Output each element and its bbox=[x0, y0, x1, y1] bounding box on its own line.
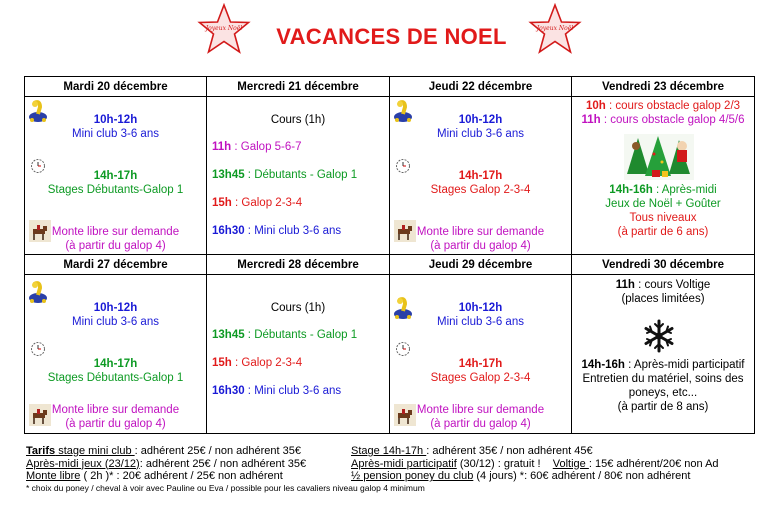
week2-row bbox=[25, 275, 755, 434]
session-desc: (à partir de 8 ans) bbox=[617, 401, 709, 413]
session-desc: (à partir du galop 4) bbox=[430, 240, 531, 252]
session-line: 11h : Galop 5-6-7 bbox=[212, 141, 302, 153]
session-line: 15h : Galop 2-3-4 bbox=[212, 197, 303, 209]
day-header: Mardi 20 décembre bbox=[25, 77, 207, 97]
day-cell bbox=[390, 275, 572, 434]
session-desc: Monte libre sur demande bbox=[51, 226, 180, 238]
session-desc: Tous niveaux bbox=[629, 212, 697, 224]
pricing-item: ½ pension poney du club (4 jours) *: 60€ adhérent / 80€ non adhérent bbox=[351, 470, 691, 483]
pricing-footer bbox=[26, 445, 783, 494]
session-desc: Entretien du matériel, soins des bbox=[582, 373, 744, 385]
day-cell bbox=[207, 97, 390, 255]
session-desc: Mini club 3-6 ans bbox=[437, 128, 524, 140]
day-header: Mardi 27 décembre bbox=[25, 255, 207, 275]
session-desc: Stages Galop 2-3-4 bbox=[430, 184, 531, 196]
pricing-row: Tarifs stage mini club : adhérent 25€ / non adhérent 35€ Stage 14h-17h : adhérent 35€ / non adhérent 45€ bbox=[26, 445, 593, 457]
session-time: 14h-17h bbox=[458, 358, 503, 370]
session-time: 14h-17h bbox=[93, 358, 138, 370]
session-line: 11h : cours Voltige bbox=[615, 279, 711, 291]
day-header: Mercredi 21 décembre bbox=[207, 77, 390, 97]
session-line: 16h30 : Mini club 3-6 ans bbox=[212, 225, 342, 237]
session-desc: poneys, etc... bbox=[628, 387, 698, 399]
star-text: Joyeux Noël bbox=[205, 25, 243, 32]
pricing-row: Après-midi jeux (23/12): adhérent 25€ / non adhérent 35€ Après-midi participatif (30/12) : gratuit ! Voltige : 15€ adhérent/20€ non Ad bbox=[26, 457, 719, 470]
session-desc: (places limitées) bbox=[621, 293, 705, 305]
snowflake-icon bbox=[642, 319, 676, 353]
session-line: 16h30 : Mini club 3-6 ans bbox=[212, 385, 342, 397]
session-line: 13h45 : Débutants - Galop 1 bbox=[212, 169, 358, 181]
cell-intro: Cours (1h) bbox=[270, 302, 326, 314]
session-desc: Mini club 3-6 ans bbox=[72, 316, 159, 328]
session-line: 10h : cours obstacle galop 2/3 bbox=[585, 100, 741, 112]
week2-header-row bbox=[25, 255, 755, 275]
session-desc: Monte libre sur demande bbox=[416, 226, 545, 238]
session-desc: (à partir du galop 4) bbox=[65, 418, 166, 430]
star-text: Joyeux Noël bbox=[536, 25, 574, 32]
session-time: 14h-17h bbox=[458, 170, 503, 182]
session-desc: Stages Débutants-Galop 1 bbox=[47, 184, 184, 196]
pricing-item: Stage 14h-17h : adhérent 35€ / non adhérent 45€ bbox=[351, 445, 593, 457]
day-header: Mercredi 28 décembre bbox=[207, 255, 390, 275]
session-line: 14h-16h : Après-midi participatif bbox=[581, 359, 745, 371]
day-cell bbox=[25, 275, 207, 434]
page-title: VACANCES DE NOEL bbox=[276, 24, 507, 49]
day-cell bbox=[572, 275, 755, 434]
session-line: 14h-16h : Après-midi bbox=[609, 184, 717, 196]
session-line: 13h45 : Débutants - Galop 1 bbox=[212, 329, 358, 341]
clock-icon bbox=[30, 341, 46, 357]
session-desc: Jeux de Noël + Goûter bbox=[605, 198, 721, 210]
session-time: 14h-17h bbox=[93, 170, 138, 182]
session-desc: Monte libre sur demande bbox=[51, 404, 180, 416]
christmas-trees-icon bbox=[624, 134, 694, 180]
session-desc: (à partir du galop 4) bbox=[430, 418, 531, 430]
session-time: 10h-12h bbox=[458, 302, 503, 314]
session-desc: (à partir de 6 ans) bbox=[617, 226, 709, 238]
session-desc: Stages Débutants-Galop 1 bbox=[47, 372, 184, 384]
star-icon bbox=[528, 3, 582, 57]
page-header bbox=[0, 0, 783, 74]
session-time: 10h-12h bbox=[93, 114, 138, 126]
day-header: Vendredi 30 décembre bbox=[572, 255, 755, 275]
day-cell bbox=[207, 275, 390, 434]
day-header: Jeudi 22 décembre bbox=[390, 77, 572, 97]
week1-header-row bbox=[25, 77, 755, 97]
session-desc: Mini club 3-6 ans bbox=[437, 316, 524, 328]
session-desc: Monte libre sur demande bbox=[416, 404, 545, 416]
week1-row bbox=[25, 97, 755, 255]
day-cell bbox=[390, 97, 572, 255]
session-time: 10h-12h bbox=[458, 114, 503, 126]
session-time: 10h-12h bbox=[93, 302, 138, 314]
session-line: 11h : cours obstacle galop 4/5/6 bbox=[581, 114, 745, 126]
day-header: Vendredi 23 décembre bbox=[572, 77, 755, 97]
session-desc: Mini club 3-6 ans bbox=[72, 128, 159, 140]
pricing-item: Après-midi participatif (30/12) : gratuit ! Voltige : 15€ adhérent/20€ non Ad bbox=[351, 457, 719, 470]
session-desc: Stages Galop 2-3-4 bbox=[430, 372, 531, 384]
pricing-row: Monte libre ( 2h )* : 20€ adhérent / 25€ non adhérent ½ pension poney du club (4 jours) *: 60€ adhérent / 80€ non adhérent bbox=[26, 470, 691, 483]
footnote: * choix du poney / cheval à voir avec Pauline ou Eva / possible pour les cavaliers niveau galop 4 minimum bbox=[26, 482, 425, 493]
session-desc: (à partir du galop 4) bbox=[65, 240, 166, 252]
cell-intro: Cours (1h) bbox=[270, 114, 326, 126]
schedule-table bbox=[24, 76, 755, 434]
day-header: Jeudi 29 décembre bbox=[390, 255, 572, 275]
day-cell bbox=[25, 97, 207, 255]
day-cell bbox=[572, 97, 755, 255]
session-line: 15h : Galop 2-3-4 bbox=[212, 357, 303, 369]
clock-icon bbox=[395, 341, 411, 357]
